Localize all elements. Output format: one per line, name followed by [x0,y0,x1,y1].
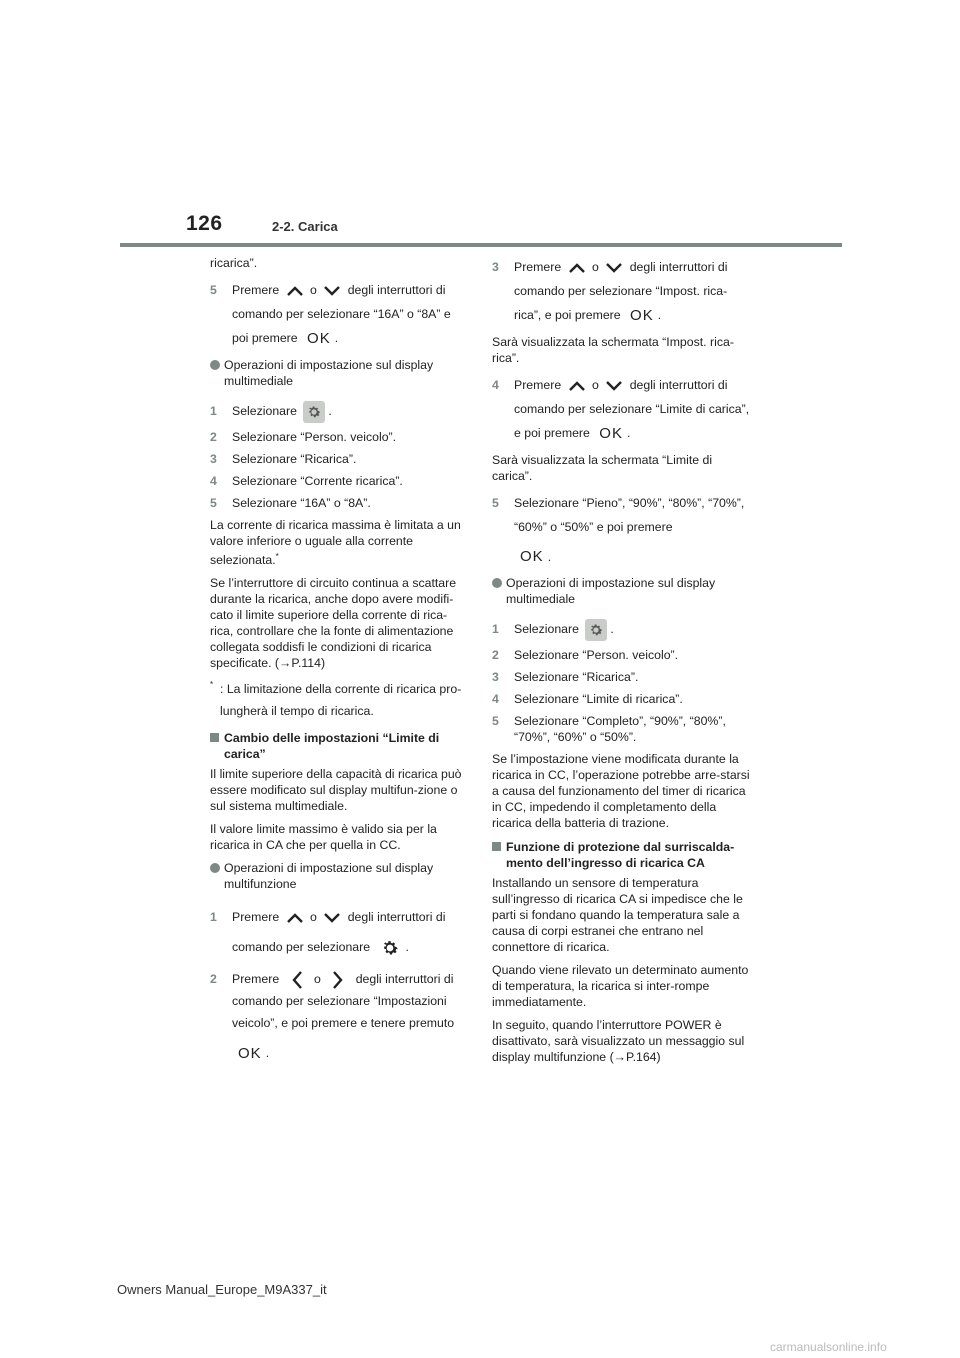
limit-paragraph-2: Il valore limite massimo è valido sia per la ricarica in CA che per quella in CC. [210,821,437,852]
chevron-up-icon [568,262,586,274]
current-limit-paragraph: La corrente di ricarica massima è limitata a un valore inferiore o uguale alla corrente selezionata.* [210,517,461,567]
left-column [210,255,468,1071]
settings-gear-icon [303,401,325,423]
mm-step-1: 1 Selezionare . [492,617,750,641]
dc-charging-paragraph: Se l’impostazione viene modificata durante la ricarica in CC, l’operazione potrebbe arre-starsi a causa del funzionamento del timer di ricarica in CC, impedendo il completamento della ricarica della batteria di trazione. [492,752,750,831]
mf-step-4: 4 Premere o degli interruttori di comando per selezionare “Limite di carica”, e poi premere OK . [492,373,750,446]
page-header [0,0,960,250]
mm-step-5: 5 Selezionare “Completo”, “90%”, “80%”, “70%”, “60%” o “50%”. [492,714,726,745]
mm-step-5: 5 Selezionare “16A” o “8A”. [210,495,371,510]
power-switch-paragraph: In seguito, quando l’interruttore POWER è disattivato, sarà visualizzato un messaggio sul display multifunzione (→P.164) [492,1018,745,1065]
chevron-left-icon [291,970,303,990]
watermark: carmanualsonline.info [770,1340,887,1354]
mf-step-3: 3 Premere o degli interruttori di comando per selezionare “Impost. rica-rica”, e poi premere OK . [492,255,750,328]
footer-text: Owners Manual_Europe_M9A337_it [117,1282,327,1297]
mm-step-4: 4 Selezionare “Corrente ricarica”. [210,473,403,488]
step-5-limit: 5 Premere o degli interruttori di comando per selezionare “16A” o “8A” e poi premere OK . [210,278,468,351]
right-column [492,255,750,1072]
chevron-down-icon [323,285,341,297]
mm-step-2: 2 Selezionare “Person. veicolo”. [210,429,397,444]
sensor-paragraph: Installando un sensore di temperatura sull’ingresso di ricarica CA si impedisce che le parti si fondano quando la temperatura sale a causa di corpi estranei che entrano nel connettore di ricarica. [492,876,743,955]
chevron-up-icon [286,285,304,297]
page-number: 126 [186,212,223,235]
section-title: 2-2. Carica [272,219,338,234]
chevron-down-icon [323,912,341,924]
mm-step-2: 2 Selezionare “Person. veicolo”. [492,648,679,663]
bullet-multifunction: Operazioni di impostazione sul display multifunzione [210,860,468,892]
ok-icon: OK [307,329,331,347]
mf-step-1: 1 Premere o degli interruttori di comando per selezionare . [210,902,468,962]
settings-gear-icon [585,619,607,641]
breaker-paragraph: Se l’interruttore di circuito continua a scattare durante la ricarica, anche dopo avere modifi-cato il limite superiore della corrente di rica-rica, controllare che la fonte di alimentazione collegata soddisfi le condizioni di ricarica specificate. (→P.114) [210,575,457,670]
heading-overheat-protection: Funzione di protezione dal surriscalda-mento dell’ingresso di ricarica CA [492,839,750,871]
chevron-up-icon [568,380,586,392]
heading-marker [492,842,501,851]
footnote: * : La limitazione della corrente di ricarica pro-lungherà il tempo di ricarica. [210,679,462,718]
bullet-dot [210,360,220,370]
header-rule [120,243,842,247]
mm-step-1: 1 Selezionare . [210,399,468,423]
settings-gear-icon [380,938,400,958]
limit-paragraph-1: Il limite superiore della capacità di ricarica può essere modificato sul display multifun-zione o sul sistema multimediale. [210,766,462,813]
mf-step-2: 2 Premere o degli interruttori di comando per selezionare “Impostazioni veicolo”, e poi premere e tenere premuto OK . [210,968,468,1065]
ok-icon: OK [599,424,623,442]
screen-limite-text: Sarà visualizzata la schermata “Limite di carica”. [492,452,713,483]
bullet-dot [492,578,502,588]
mm-step-4: 4 Selezionare “Limite di ricarica”. [492,692,683,707]
bullet-multimedia: Operazioni di impostazione sul display multimediale [492,575,750,607]
heading-limite-carica: Cambio delle impostazioni “Limite di carica” [210,730,468,762]
chevron-right-icon [332,970,344,990]
mm-step-3: 3 Selezionare “Ricarica”. [492,670,639,685]
bullet-dot [210,863,220,873]
intro-text: ricarica”. [210,256,258,270]
ok-icon: OK [630,306,654,324]
chevron-down-icon [605,262,623,274]
temperature-paragraph: Quando viene rilevato un determinato aumento di temperatura, la ricarica si inter-rompe immediatamente. [492,963,749,1010]
mm-step-3: 3 Selezionare “Ricarica”. [210,451,357,466]
chevron-up-icon [286,912,304,924]
step-number: 5 [210,283,217,297]
ok-icon: OK [520,548,544,566]
screen-impost-text: Sarà visualizzata la schermata “Impost. rica-rica”. [492,334,734,365]
mf-step-5: 5 Selezionare “Pieno”, “90%”, “80%”, “70%”, “60%” o “50%” e poi premere OK . [492,491,750,570]
chevron-down-icon [605,380,623,392]
bullet-multimedia: Operazioni di impostazione sul display multimediale [210,357,468,389]
ok-icon: OK [238,1044,262,1062]
heading-marker [210,733,219,742]
